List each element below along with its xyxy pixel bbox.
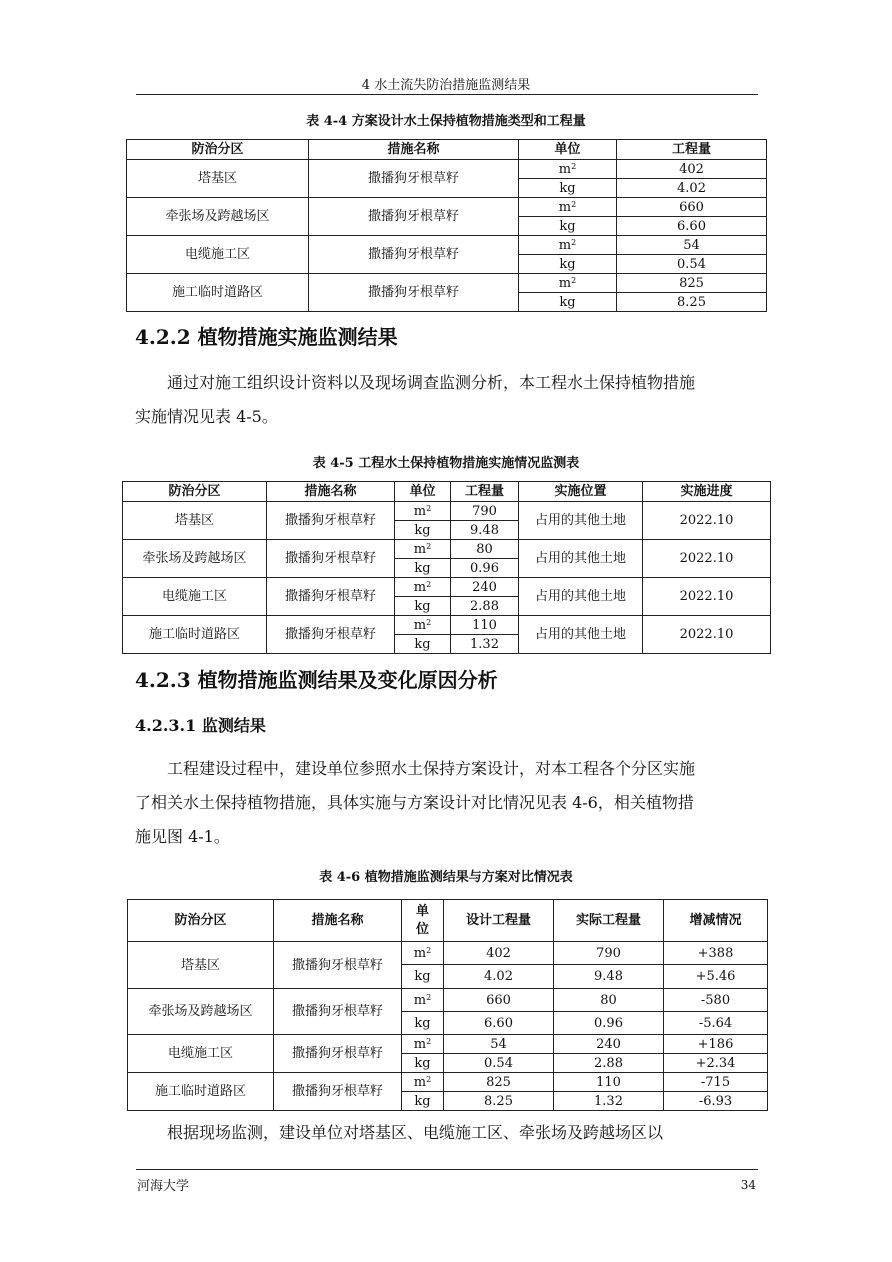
- closing-paragraph: 根据现场监测，建设单位对塔基区、电缆施工区、牵张场及跨越场区以: [167, 1123, 664, 1142]
- unit-cell: $m^2$: [402, 942, 444, 965]
- zone-cell: 施工临时道路区: [123, 616, 267, 654]
- unit-cell: $m^2$: [402, 1035, 444, 1054]
- header-cell: 防治分区: [123, 482, 267, 502]
- zone-cell: 牵张场及跨越场区: [128, 989, 274, 1035]
- measure-cell: 撒播狗牙根草籽: [267, 540, 395, 578]
- unit-cell: kg: [519, 217, 617, 236]
- design-quantity-cell: 402: [444, 942, 554, 965]
- measure-cell: 撒播狗牙根草籽: [309, 160, 519, 198]
- design-quantity-cell: 4.02: [444, 965, 554, 989]
- subsection-heading-4-2-3-1: 4.2.3.1 监测结果: [135, 716, 266, 735]
- table-row: [128, 1073, 768, 1092]
- quantity-cell: 790: [451, 502, 519, 521]
- table-4-5: [122, 481, 771, 654]
- change-cell: -580: [664, 989, 768, 1012]
- table-row: [127, 236, 767, 255]
- header-cell: 工程量: [451, 482, 519, 502]
- table-header-row: [127, 140, 767, 160]
- quantity-cell: 110: [451, 616, 519, 635]
- change-cell: +388: [664, 942, 768, 965]
- table-header-row: [123, 482, 771, 502]
- actual-quantity-cell: 1.32: [554, 1092, 664, 1111]
- unit-cell: kg: [395, 559, 451, 578]
- header-cell: 实际工程量: [554, 900, 664, 942]
- measure-cell: 撒播狗牙根草籽: [309, 236, 519, 274]
- unit-cell: $m^2$: [519, 160, 617, 179]
- change-cell: +186: [664, 1035, 768, 1054]
- design-quantity-cell: 825: [444, 1073, 554, 1092]
- zone-cell: 塔基区: [127, 160, 309, 198]
- unit-cell: kg: [519, 293, 617, 312]
- page-number: 34: [740, 1178, 756, 1192]
- header-cell: 增减情况: [664, 900, 768, 942]
- table-row: [123, 540, 771, 559]
- quantity-cell: 6.60: [617, 217, 767, 236]
- zone-cell: 电缆施工区: [128, 1035, 274, 1073]
- quantity-cell: 0.96: [451, 559, 519, 578]
- unit-cell: kg: [519, 255, 617, 274]
- unit-cell: kg: [395, 635, 451, 654]
- unit-cell: $m^2$: [395, 540, 451, 559]
- table-row: [128, 942, 768, 965]
- quantity-cell: 660: [617, 198, 767, 217]
- design-quantity-cell: 8.25: [444, 1092, 554, 1111]
- zone-cell: 施工临时道路区: [127, 274, 309, 312]
- change-cell: +5.46: [664, 965, 768, 989]
- zone-cell: 施工临时道路区: [128, 1073, 274, 1111]
- quantity-cell: 402: [617, 160, 767, 179]
- unit-cell: $m^2$: [402, 989, 444, 1012]
- quantity-cell: 825: [617, 274, 767, 293]
- unit-cell: kg: [402, 1012, 444, 1035]
- paragraph-line: 了相关水土保持植物措施，具体实施与方案设计对比情况见表 4-6，相关植物措: [135, 793, 694, 812]
- paragraph-line: 工程建设过程中，建设单位参照水土保持方案设计，对本工程各个分区实施: [167, 759, 696, 778]
- unit-cell: $m^2$: [519, 198, 617, 217]
- table-4-4-caption: 表 4-4 方案设计水土保持植物措施类型和工程量: [306, 114, 586, 129]
- header-cell: 实施位置: [519, 482, 643, 502]
- zone-cell: 牵张场及跨越场区: [127, 198, 309, 236]
- design-quantity-cell: 6.60: [444, 1012, 554, 1035]
- location-cell: 占用的其他土地: [519, 540, 643, 578]
- paragraph-line: 通过对施工组织设计资料以及现场调查监测分析，本工程水土保持植物措施: [167, 373, 696, 392]
- unit-cell: kg: [402, 1054, 444, 1073]
- unit-cell: kg: [402, 1092, 444, 1111]
- location-cell: 占用的其他土地: [519, 616, 643, 654]
- actual-quantity-cell: 80: [554, 989, 664, 1012]
- actual-quantity-cell: 2.88: [554, 1054, 664, 1073]
- measure-cell: 撒播狗牙根草籽: [274, 942, 402, 989]
- unit-cell: $m^2$: [395, 578, 451, 597]
- unit-cell: $m^2$: [395, 616, 451, 635]
- measure-cell: 撒播狗牙根草籽: [309, 198, 519, 236]
- quantity-cell: 80: [451, 540, 519, 559]
- measure-cell: 撒播狗牙根草籽: [267, 502, 395, 540]
- unit-cell: $m^2$: [395, 502, 451, 521]
- zone-cell: 塔基区: [123, 502, 267, 540]
- progress-cell: 2022.10: [643, 540, 771, 578]
- design-quantity-cell: 660: [444, 989, 554, 1012]
- change-cell: -715: [664, 1073, 768, 1092]
- quantity-cell: 54: [617, 236, 767, 255]
- header-cell: 实施进度: [643, 482, 771, 502]
- header-cell: 单位: [519, 140, 617, 160]
- unit-cell: kg: [395, 521, 451, 540]
- header-cell: 措施名称: [274, 900, 402, 942]
- quantity-cell: 8.25: [617, 293, 767, 312]
- table-row: [127, 160, 767, 179]
- running-header: 4 水土流失防治措施监测结果: [361, 78, 531, 93]
- section-4-2-3-paragraph: [135, 752, 759, 854]
- progress-cell: 2022.10: [643, 502, 771, 540]
- footer-institution: 河海大学: [137, 1179, 190, 1194]
- unit-cell: kg: [519, 179, 617, 198]
- progress-cell: 2022.10: [643, 578, 771, 616]
- change-cell: -5.64: [664, 1012, 768, 1035]
- actual-quantity-cell: 110: [554, 1073, 664, 1092]
- measure-cell: 撒播狗牙根草籽: [274, 989, 402, 1035]
- measure-cell: 撒播狗牙根草籽: [267, 578, 395, 616]
- design-quantity-cell: 54: [444, 1035, 554, 1054]
- actual-quantity-cell: 9.48: [554, 965, 664, 989]
- change-cell: -6.93: [664, 1092, 768, 1111]
- zone-cell: 电缆施工区: [123, 578, 267, 616]
- actual-quantity-cell: 0.96: [554, 1012, 664, 1035]
- header-cell: 单位: [395, 482, 451, 502]
- measure-cell: 撒播狗牙根草籽: [309, 274, 519, 312]
- quantity-cell: 4.02: [617, 179, 767, 198]
- header-rule: [136, 94, 758, 95]
- zone-cell: 塔基区: [128, 942, 274, 989]
- section-heading-4-2-3: 4.2.3 植物措施监测结果及变化原因分析: [135, 668, 498, 692]
- header-cell: 防治分区: [128, 900, 274, 942]
- header-cell: 措施名称: [267, 482, 395, 502]
- table-row: [128, 1035, 768, 1054]
- header-cell: 工程量: [617, 140, 767, 160]
- unit-cell: kg: [395, 597, 451, 616]
- footer-rule: [136, 1169, 758, 1170]
- actual-quantity-cell: 240: [554, 1035, 664, 1054]
- paragraph-line: 实施情况见表 4-5。: [135, 407, 278, 426]
- table-header-row: [128, 900, 768, 942]
- zone-cell: 牵张场及跨越场区: [123, 540, 267, 578]
- design-quantity-cell: 0.54: [444, 1054, 554, 1073]
- location-cell: 占用的其他土地: [519, 578, 643, 616]
- table-row: [123, 578, 771, 597]
- paragraph-line: 施见图 4-1。: [135, 827, 230, 846]
- table-4-5-caption: 表 4-5 工程水土保持植物措施实施情况监测表: [312, 456, 580, 471]
- table-4-4: [126, 139, 767, 312]
- section-heading-4-2-2: 4.2.2 植物措施实施监测结果: [135, 325, 398, 349]
- header-cell: 措施名称: [309, 140, 519, 160]
- header-cell: 单 位: [402, 900, 444, 942]
- measure-cell: 撒播狗牙根草籽: [274, 1073, 402, 1111]
- table-row: [127, 274, 767, 293]
- quantity-cell: 2.88: [451, 597, 519, 616]
- unit-cell: kg: [402, 965, 444, 989]
- quantity-cell: 240: [451, 578, 519, 597]
- unit-cell: $m^2$: [519, 274, 617, 293]
- table-4-6-caption: 表 4-6 植物措施监测结果与方案对比情况表: [319, 870, 573, 885]
- unit-cell: $m^2$: [402, 1073, 444, 1092]
- location-cell: 占用的其他土地: [519, 502, 643, 540]
- measure-cell: 撒播狗牙根草籽: [274, 1035, 402, 1073]
- quantity-cell: 0.54: [617, 255, 767, 274]
- quantity-cell: 9.48: [451, 521, 519, 540]
- table-row: [128, 989, 768, 1012]
- actual-quantity-cell: 790: [554, 942, 664, 965]
- table-row: [123, 616, 771, 635]
- progress-cell: 2022.10: [643, 616, 771, 654]
- quantity-cell: 1.32: [451, 635, 519, 654]
- header-cell: 防治分区: [127, 140, 309, 160]
- measure-cell: 撒播狗牙根草籽: [267, 616, 395, 654]
- header-cell: 设计工程量: [444, 900, 554, 942]
- table-4-6: [127, 899, 768, 1111]
- section-4-2-2-paragraph: [135, 366, 759, 434]
- table-row: [127, 198, 767, 217]
- table-row: [123, 502, 771, 521]
- unit-cell: $m^2$: [519, 236, 617, 255]
- change-cell: +2.34: [664, 1054, 768, 1073]
- zone-cell: 电缆施工区: [127, 236, 309, 274]
